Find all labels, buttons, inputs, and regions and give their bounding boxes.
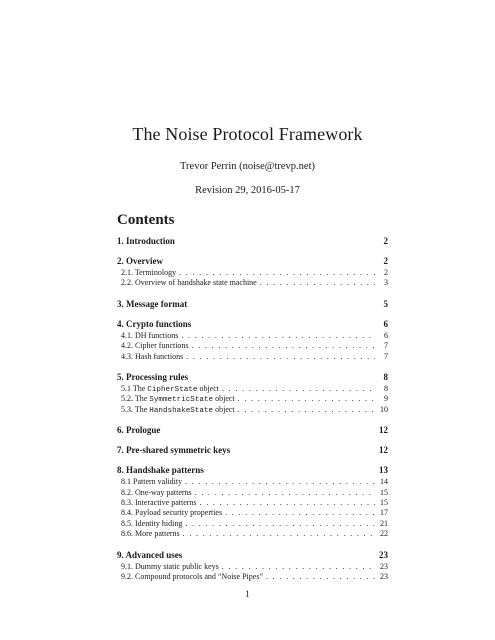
toc-leader-dots <box>179 268 375 277</box>
toc-subsection[interactable] <box>117 384 388 394</box>
toc-subsection[interactable] <box>117 477 388 486</box>
toc-leader-dots <box>185 477 375 486</box>
toc-subsection-page: 23 <box>380 561 388 571</box>
toc-subsection-label: 8.3. Interactive patterns <box>121 498 197 507</box>
toc-subsection[interactable] <box>117 352 388 361</box>
toc-subsection-label: 8.1 Pattern validity <box>121 477 183 487</box>
code-identifier: SymmetricState <box>149 396 214 405</box>
toc-subsection-page: 7 <box>384 341 388 351</box>
toc-subsection-page: 6 <box>384 330 388 340</box>
toc-subsection-label: 4.3. Hash functions <box>121 351 184 361</box>
toc-subsection[interactable] <box>117 394 388 404</box>
toc-section-label: 2. Overview <box>117 256 163 266</box>
toc-section-page: 23 <box>379 549 388 560</box>
toc-subsection-page: 8 <box>384 384 388 393</box>
toc-subsection[interactable] <box>117 519 388 528</box>
code-identifier: HandshakeState <box>149 406 214 415</box>
toc-leader-dots <box>222 562 375 571</box>
document-title: The Noise Protocol Framework <box>132 124 363 144</box>
toc-leader-dots <box>183 529 375 538</box>
toc-subsection-page: 3 <box>384 278 388 288</box>
toc-leader-dots <box>181 331 375 340</box>
toc-subsection[interactable] <box>117 562 388 571</box>
toc-subsection-page: 17 <box>380 508 388 518</box>
toc-subsection[interactable] <box>117 508 388 517</box>
toc-subsection[interactable] <box>117 529 388 538</box>
toc-leader-dots <box>186 352 375 361</box>
toc-section-label: 8. Handshake patterns <box>117 465 204 476</box>
toc-section-page: 12 <box>379 425 388 436</box>
toc-section-label: 4. Crypto functions <box>117 318 192 329</box>
toc-subsection[interactable] <box>117 498 388 507</box>
toc-subsection-label: 8.5. Identity hiding <box>121 518 183 528</box>
toc-subsection-label: 2.1. Terminology <box>121 268 177 277</box>
toc-section-page: 8 <box>383 372 388 382</box>
toc-subsection[interactable] <box>117 268 388 277</box>
toc-subsection[interactable] <box>117 331 388 340</box>
toc-section-7[interactable] <box>117 445 388 455</box>
toc-section-label: 6. Prologue <box>117 425 161 436</box>
toc-subsection-page: 10 <box>380 404 388 414</box>
toc-leader-dots <box>222 384 375 393</box>
document-revision: Revision 29, 2016-05-17 <box>195 185 300 196</box>
toc-subsection-label: 5.2. The SymmetricState object <box>121 394 235 405</box>
toc-leader-dots <box>185 519 375 528</box>
toc-subsection-label: 4.1. DH functions <box>121 330 179 340</box>
toc-section-6[interactable] <box>117 425 388 435</box>
toc-section-4[interactable] <box>117 319 388 329</box>
toc-section-1[interactable] <box>117 236 388 246</box>
page-number: 1 <box>245 589 250 599</box>
code-identifier: CipherState <box>147 386 198 394</box>
toc-subsection-page: 2 <box>384 268 388 277</box>
toc-subsection[interactable] <box>117 488 388 497</box>
toc-section-label: 5. Processing rules <box>117 372 189 382</box>
toc-subsection[interactable] <box>117 572 388 581</box>
toc-subsection-label: 8.4. Payload security properties <box>121 508 223 518</box>
toc-section-label: 1. Introduction <box>117 236 175 246</box>
toc-section-page: 12 <box>379 445 388 456</box>
toc-leader-dots <box>195 488 375 497</box>
toc-section-9[interactable] <box>117 550 388 560</box>
toc-section-page: 13 <box>379 465 388 476</box>
toc-subsection[interactable] <box>117 405 388 415</box>
toc-leader-dots <box>238 394 375 403</box>
toc-section-label: 9. Advanced uses <box>117 549 183 560</box>
toc-subsection[interactable] <box>117 278 388 287</box>
toc-leader-dots <box>260 278 375 287</box>
toc-subsection-page: 15 <box>380 498 388 507</box>
toc-section-label: 3. Message format <box>117 298 188 309</box>
document-author: Trevor Perrin (noise@trevp.net) <box>180 161 315 172</box>
toc-subsection-label: 5.1 The CipherState object <box>121 384 219 394</box>
contents-heading: Contents <box>117 212 175 228</box>
toc-subsection-page: 21 <box>380 518 388 528</box>
toc-subsection[interactable] <box>117 341 388 350</box>
toc-subsection-label: 5.3. The HandshakeState object <box>121 404 235 415</box>
toc-subsection-page: 7 <box>384 351 388 361</box>
toc-subsection-page: 22 <box>380 529 388 539</box>
toc-leader-dots <box>238 405 375 414</box>
toc-section-page: 6 <box>383 318 388 329</box>
toc-section-2[interactable] <box>117 256 388 266</box>
toc-subsection-page: 9 <box>384 394 388 404</box>
toc-subsection-label: 4.2. Cipher functions <box>121 341 189 351</box>
toc-leader-dots <box>192 341 375 350</box>
toc-section-page: 2 <box>383 256 388 266</box>
toc-leader-dots <box>200 498 375 507</box>
toc-subsection-label: 8.6. More patterns <box>121 529 180 539</box>
toc-subsection-label: 9.1. Dummy static public keys <box>121 561 219 571</box>
toc-subsection-label: 8.2. One-way patterns <box>121 487 192 497</box>
toc-subsection-label: 2.2. Overview of handshake state machine <box>121 278 257 288</box>
toc-subsection-page: 23 <box>380 572 388 581</box>
toc-subsection-page: 14 <box>380 477 388 487</box>
toc-leader-dots <box>225 508 375 517</box>
toc-subsection-page: 15 <box>380 487 388 497</box>
toc-section-3[interactable] <box>117 299 388 309</box>
toc-section-8[interactable] <box>117 465 388 475</box>
toc-subsection-label: 9.2. Compound protocols and “Noise Pipes” <box>121 572 263 581</box>
toc-leader-dots <box>266 572 375 581</box>
toc-section-page: 2 <box>383 236 388 246</box>
toc-section-label: 7. Pre-shared symmetric keys <box>117 445 231 456</box>
toc-section-page: 5 <box>383 298 388 309</box>
toc-section-5[interactable] <box>117 372 388 382</box>
